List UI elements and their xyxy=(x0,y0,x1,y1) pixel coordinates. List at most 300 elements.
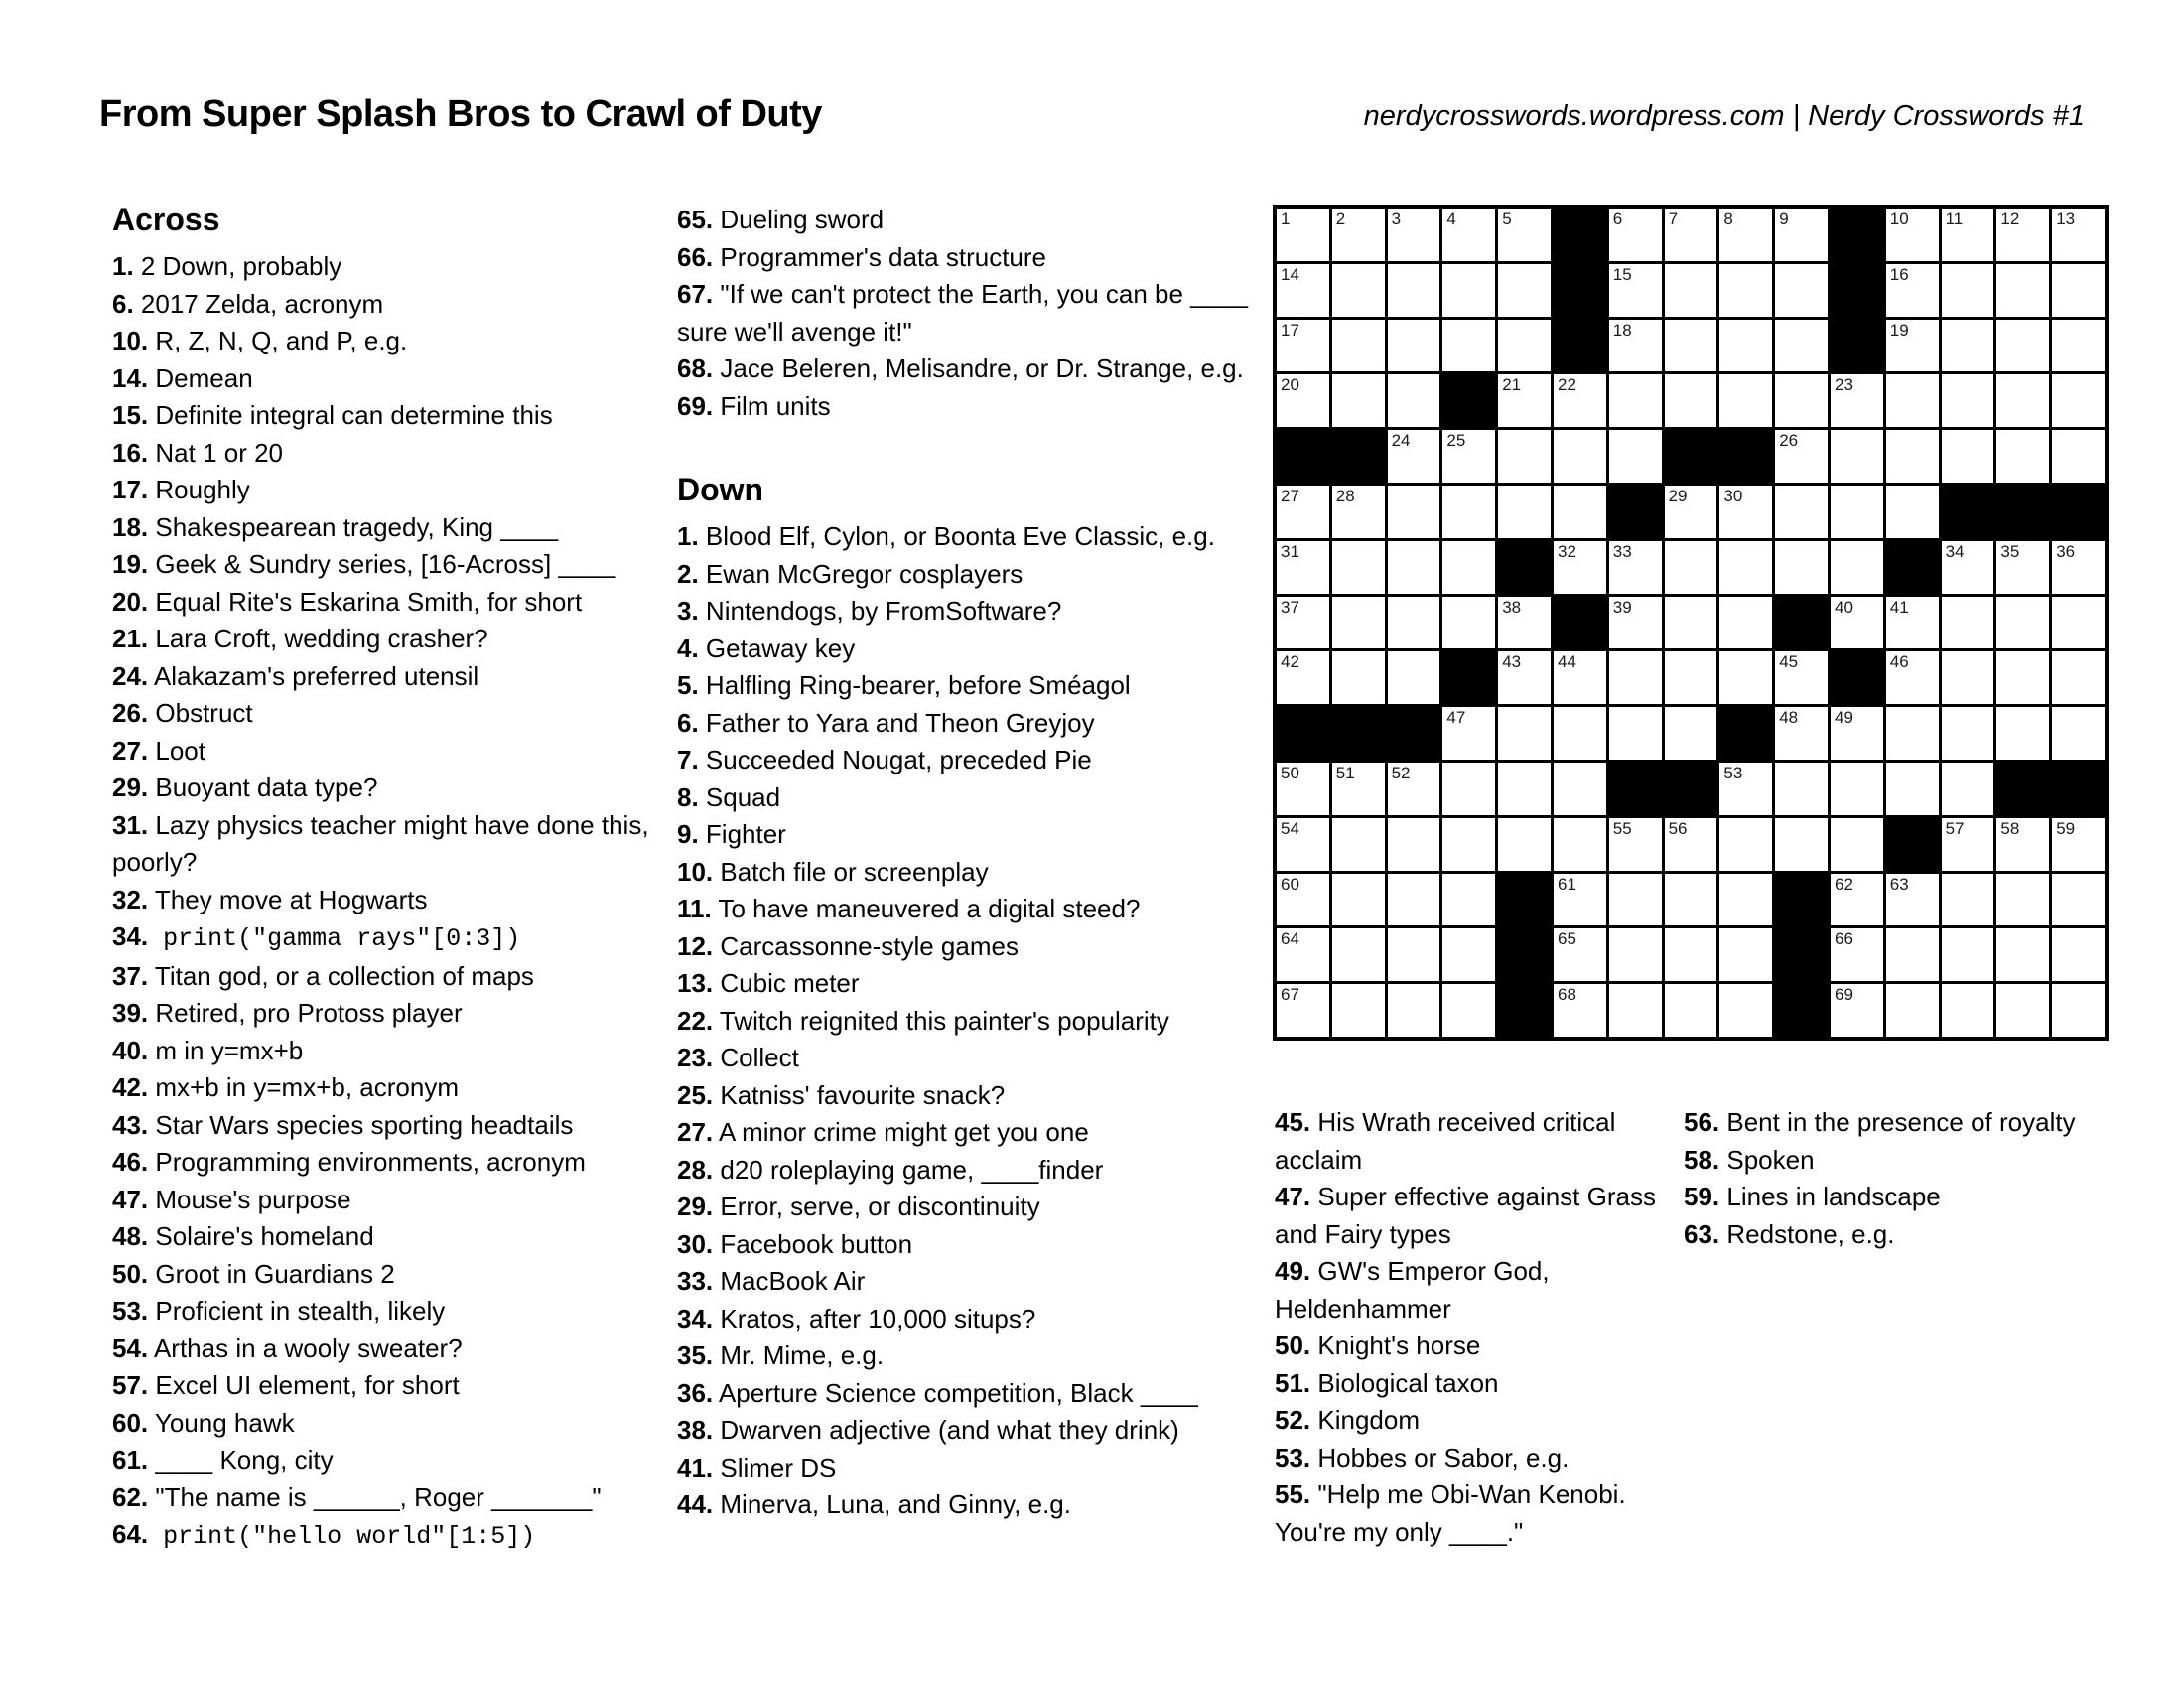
clue-text: Ewan McGregor cosplayers xyxy=(698,558,1024,589)
clue-number: 12. xyxy=(677,930,714,961)
grid-cell-r15c8[interactable] xyxy=(1665,984,1717,1037)
grid-cell-r1c8[interactable] xyxy=(1665,209,1717,261)
grid-cell-r14c13[interactable] xyxy=(1942,928,1994,981)
clue-text: Dwarven adjective (and what they drink) xyxy=(713,1415,1179,1445)
grid-cell-r15c7[interactable] xyxy=(1609,984,1662,1037)
clue-number: 60. xyxy=(112,1407,149,1438)
grid-cell-r14c11[interactable] xyxy=(1831,928,1883,981)
grid-cell-r3c14[interactable] xyxy=(1996,320,2049,372)
grid-cell-r13c13[interactable] xyxy=(1942,874,1994,926)
grid-cell-r6c1[interactable] xyxy=(1277,486,1329,538)
clue-across-61 xyxy=(112,1442,683,1479)
clue-down-23 xyxy=(677,1040,1258,1077)
grid-cell-r11c6[interactable] xyxy=(1554,763,1606,815)
grid-cell-r3c9[interactable] xyxy=(1719,320,1772,372)
grid-cell-r11c5[interactable] xyxy=(1498,763,1551,815)
grid-cell-r9c15[interactable] xyxy=(2052,651,2105,704)
grid-cell-r10c8[interactable] xyxy=(1665,707,1717,760)
grid-cell-r6c5[interactable] xyxy=(1498,486,1551,538)
clue-text: Batch file or screenplay xyxy=(713,856,989,887)
grid-cell-r7c9[interactable] xyxy=(1719,541,1772,594)
grid-cell-r15c3[interactable] xyxy=(1388,984,1440,1037)
grid-cell-r14c12[interactable] xyxy=(1886,928,1939,981)
clue-text: Lara Croft, wedding crasher? xyxy=(148,624,488,653)
grid-cell-r7c2[interactable] xyxy=(1332,541,1385,594)
clue-across-26 xyxy=(112,695,683,733)
grid-cell-r3c13[interactable] xyxy=(1942,320,1994,372)
clue-number: 64. xyxy=(112,1519,149,1549)
clue-text: Slimer DS xyxy=(713,1452,837,1482)
grid-cell-r4c10[interactable] xyxy=(1775,374,1828,427)
grid-cell-r8c7[interactable] xyxy=(1609,597,1662,649)
clue-number: 44. xyxy=(677,1489,714,1519)
grid-cell-r7c14[interactable] xyxy=(1996,541,2049,594)
cell-number: 30 xyxy=(1723,486,1743,505)
grid-cell-r1c15[interactable] xyxy=(2052,209,2105,261)
grid-cell-r10c13[interactable] xyxy=(1942,707,1994,760)
black-cell xyxy=(2052,486,2105,538)
grid-cell-r5c13[interactable] xyxy=(1942,430,1994,483)
grid-cell-r12c6[interactable] xyxy=(1554,818,1606,871)
grid-cell-r9c6[interactable] xyxy=(1554,651,1606,704)
clue-text: Katniss' favourite snack? xyxy=(713,1079,1006,1110)
grid-cell-r9c3[interactable] xyxy=(1388,651,1440,704)
clue-across-47 xyxy=(112,1182,683,1219)
grid-cell-r10c6[interactable] xyxy=(1554,707,1606,760)
grid-cell-r2c12[interactable] xyxy=(1886,264,1939,317)
grid-cell-r5c12[interactable] xyxy=(1886,430,1939,483)
grid-cell-r15c12[interactable] xyxy=(1886,984,1939,1037)
grid-cell-r13c15[interactable] xyxy=(2052,874,2105,926)
cell-number: 56 xyxy=(1668,818,1688,838)
clue-down-27 xyxy=(677,1114,1258,1152)
grid-cell-r5c3[interactable] xyxy=(1388,430,1440,483)
grid-cell-r6c10[interactable] xyxy=(1775,486,1828,538)
black-cell xyxy=(1996,486,2049,538)
black-cell xyxy=(1554,320,1606,372)
grid-cell-r10c4[interactable] xyxy=(1442,707,1495,760)
grid-cell-r7c4[interactable] xyxy=(1442,541,1495,594)
grid-cell-r8c9[interactable] xyxy=(1719,597,1772,649)
grid-cell-r10c10[interactable] xyxy=(1775,707,1828,760)
grid-cell-r1c7[interactable] xyxy=(1609,209,1662,261)
clue-text: Father to Yara and Theon Greyjoy xyxy=(698,707,1095,738)
clue-number: 48. xyxy=(112,1221,149,1251)
grid-cell-r11c1[interactable] xyxy=(1277,763,1329,815)
grid-cell-r15c15[interactable] xyxy=(2052,984,2105,1037)
grid-cell-r11c9[interactable] xyxy=(1719,763,1772,815)
grid-cell-r12c2[interactable] xyxy=(1332,818,1385,871)
clue-text: Lazy physics teacher might have done this, poorly? xyxy=(112,809,649,877)
clue-text: Programming environments, acronym xyxy=(148,1147,586,1177)
grid-cell-r4c11[interactable] xyxy=(1831,374,1883,427)
grid-cell-r13c1[interactable] xyxy=(1277,874,1329,926)
grid-cell-r12c14[interactable] xyxy=(1996,818,2049,871)
clue-text: Nintendogs, by FromSoftware? xyxy=(698,596,1062,626)
grid-cell-r5c7[interactable] xyxy=(1609,430,1662,483)
grid-cell-r7c13[interactable] xyxy=(1942,541,1994,594)
grid-cell-r2c14[interactable] xyxy=(1996,264,2049,317)
clue-number: 22. xyxy=(677,1005,714,1036)
grid-cell-r14c2[interactable] xyxy=(1332,928,1385,981)
clues-column-1 xyxy=(112,202,683,1556)
grid-cell-r4c6[interactable] xyxy=(1554,374,1606,427)
grid-cell-r13c4[interactable] xyxy=(1442,874,1495,926)
clue-number: 10. xyxy=(677,856,714,887)
clue-down-8 xyxy=(677,779,1258,817)
cell-number: 58 xyxy=(2000,818,2020,838)
cell-number: 45 xyxy=(1779,652,1799,672)
grid-cell-r9c1[interactable] xyxy=(1277,651,1329,704)
grid-cell-r2c3[interactable] xyxy=(1388,264,1440,317)
grid-cell-r2c4[interactable] xyxy=(1442,264,1495,317)
grid-cell-r8c4[interactable] xyxy=(1442,597,1495,649)
grid-cell-r11c3[interactable] xyxy=(1388,763,1440,815)
clue-number: 29. xyxy=(112,773,149,802)
grid-cell-r4c3[interactable] xyxy=(1388,374,1440,427)
clue-number: 25. xyxy=(677,1079,714,1110)
grid-cell-r4c14[interactable] xyxy=(1996,374,2049,427)
grid-cell-r13c11[interactable] xyxy=(1831,874,1883,926)
grid-cell-r4c15[interactable] xyxy=(2052,374,2105,427)
clue-down-52 xyxy=(1275,1402,1662,1440)
grid-cell-r15c11[interactable] xyxy=(1831,984,1883,1037)
clue-across-6 xyxy=(112,286,683,324)
grid-cell-r14c15[interactable] xyxy=(2052,928,2105,981)
grid-cell-r15c6[interactable] xyxy=(1554,984,1606,1037)
grid-cell-r14c6[interactable] xyxy=(1554,928,1606,981)
grid-cell-r1c12[interactable] xyxy=(1886,209,1939,261)
grid-cell-r13c7[interactable] xyxy=(1609,874,1662,926)
grid-cell-r8c11[interactable] xyxy=(1831,597,1883,649)
grid-cell-r1c10[interactable] xyxy=(1775,209,1828,261)
grid-cell-r14c14[interactable] xyxy=(1996,928,2049,981)
clue-number: 24. xyxy=(112,660,149,691)
grid-cell-r4c5[interactable] xyxy=(1498,374,1551,427)
cell-number: 14 xyxy=(1281,264,1299,284)
black-cell xyxy=(1554,597,1606,649)
grid-cell-r12c11[interactable] xyxy=(1831,818,1883,871)
grid-cell-r3c1[interactable] xyxy=(1277,320,1329,372)
grid-cell-r1c9[interactable] xyxy=(1719,209,1772,261)
clue-number: 50. xyxy=(1275,1331,1311,1360)
cell-number: 52 xyxy=(1391,763,1411,782)
clue-across-29 xyxy=(112,770,683,807)
grid-cell-r12c4[interactable] xyxy=(1442,818,1495,871)
grid-cell-r4c13[interactable] xyxy=(1942,374,1994,427)
grid-cell-r7c3[interactable] xyxy=(1388,541,1440,594)
grid-cell-r5c11[interactable] xyxy=(1831,430,1883,483)
clue-number: 7. xyxy=(677,745,699,774)
grid-cell-r14c9[interactable] xyxy=(1719,928,1772,981)
clue-text: Mr. Mime, e.g. xyxy=(713,1340,885,1370)
grid-cell-r8c3[interactable] xyxy=(1388,597,1440,649)
grid-cell-r7c6[interactable] xyxy=(1554,541,1606,594)
grid-cell-r9c5[interactable] xyxy=(1498,651,1551,704)
clue-number: 27. xyxy=(112,735,149,766)
grid-cell-r15c4[interactable] xyxy=(1442,984,1495,1037)
grid-cell-r9c13[interactable] xyxy=(1942,651,1994,704)
grid-cell-r7c8[interactable] xyxy=(1665,541,1717,594)
clue-across-67 xyxy=(677,276,1258,351)
clue-text: Lines in landscape xyxy=(1719,1182,1941,1211)
clue-number: 68. xyxy=(677,353,714,383)
grid-cell-r2c7[interactable] xyxy=(1609,264,1662,317)
clue-across-24 xyxy=(112,658,683,696)
grid-cell-r1c14[interactable] xyxy=(1996,209,2049,261)
grid-cell-r6c4[interactable] xyxy=(1442,486,1495,538)
grid-cell-r3c3[interactable] xyxy=(1388,320,1440,372)
grid-cell-r2c8[interactable] xyxy=(1665,264,1717,317)
black-cell xyxy=(1775,597,1828,649)
grid-cell-r10c11[interactable] xyxy=(1831,707,1883,760)
down-clues-part3 xyxy=(1684,1104,2130,1253)
grid-cell-r10c5[interactable] xyxy=(1498,707,1551,760)
cell-number: 48 xyxy=(1779,708,1799,728)
clue-number: 42. xyxy=(112,1072,149,1102)
grid-cell-r10c12[interactable] xyxy=(1886,707,1939,760)
grid-cell-r11c4[interactable] xyxy=(1442,763,1495,815)
grid-cell-r5c5[interactable] xyxy=(1498,430,1551,483)
across-clues-part1 xyxy=(112,248,683,1556)
grid-cell-r13c3[interactable] xyxy=(1388,874,1440,926)
grid-cell-r8c8[interactable] xyxy=(1665,597,1717,649)
grid-cell-r7c10[interactable] xyxy=(1775,541,1828,594)
clue-down-29 xyxy=(677,1189,1258,1226)
clue-across-1 xyxy=(112,248,683,286)
grid-cell-r1c2[interactable] xyxy=(1332,209,1385,261)
grid-cell-r2c15[interactable] xyxy=(2052,264,2105,317)
clue-text: MacBook Air xyxy=(713,1266,866,1296)
grid-cell-r2c1[interactable] xyxy=(1277,264,1329,317)
grid-cell-r12c13[interactable] xyxy=(1942,818,1994,871)
cell-number: 15 xyxy=(1612,264,1632,284)
clue-number: 23. xyxy=(677,1043,714,1072)
grid-cell-r8c15[interactable] xyxy=(2052,597,2105,649)
grid-cell-r1c5[interactable] xyxy=(1498,209,1551,261)
clue-text: Cubic meter xyxy=(713,968,860,998)
grid-cell-r11c2[interactable] xyxy=(1332,763,1385,815)
clue-text: Groot in Guardians 2 xyxy=(148,1258,395,1289)
grid-cell-r8c13[interactable] xyxy=(1942,597,1994,649)
down-clues-part2 xyxy=(1275,1104,1662,1551)
grid-cell-r8c12[interactable] xyxy=(1886,597,1939,649)
black-cell xyxy=(1775,984,1828,1037)
black-cell xyxy=(1942,486,1994,538)
clue-number: 47. xyxy=(112,1184,149,1214)
clue-down-33 xyxy=(677,1263,1258,1301)
grid-cell-r10c7[interactable] xyxy=(1609,707,1662,760)
clue-text: Twitch reignited this painter's popularity xyxy=(713,1005,1169,1036)
grid-cell-r12c1[interactable] xyxy=(1277,818,1329,871)
grid-cell-r12c5[interactable] xyxy=(1498,818,1551,871)
grid-cell-r1c4[interactable] xyxy=(1442,209,1495,261)
grid-cell-r5c6[interactable] xyxy=(1554,430,1606,483)
cell-number: 59 xyxy=(2056,818,2076,838)
grid-cell-r12c8[interactable] xyxy=(1665,818,1717,871)
grid-cell-r5c10[interactable] xyxy=(1775,430,1828,483)
clue-number: 55. xyxy=(1275,1479,1311,1509)
clue-down-35 xyxy=(677,1337,1258,1375)
grid-cell-r15c2[interactable] xyxy=(1332,984,1385,1037)
grid-cell-r8c1[interactable] xyxy=(1277,597,1329,649)
clue-number: 16. xyxy=(112,437,149,468)
grid-cell-r9c12[interactable] xyxy=(1886,651,1939,704)
grid-cell-r9c8[interactable] xyxy=(1665,651,1717,704)
clue-text: Kratos, after 10,000 situps? xyxy=(713,1303,1036,1334)
clue-across-10 xyxy=(112,323,683,360)
clue-number: 46. xyxy=(112,1147,149,1177)
grid-cell-r6c12[interactable] xyxy=(1886,486,1939,538)
grid-cell-r3c10[interactable] xyxy=(1775,320,1828,372)
grid-cell-r13c14[interactable] xyxy=(1996,874,2049,926)
grid-cell-r8c2[interactable] xyxy=(1332,597,1385,649)
grid-cell-r6c3[interactable] xyxy=(1388,486,1440,538)
grid-cell-r1c1[interactable] xyxy=(1277,209,1329,261)
grid-cell-r3c4[interactable] xyxy=(1442,320,1495,372)
cell-number: 22 xyxy=(1557,375,1576,395)
grid-cell-r6c6[interactable] xyxy=(1554,486,1606,538)
clue-number: 28. xyxy=(677,1154,714,1185)
clue-number: 54. xyxy=(112,1333,149,1363)
grid-cell-r2c9[interactable] xyxy=(1719,264,1772,317)
grid-cell-r8c14[interactable] xyxy=(1996,597,2049,649)
grid-cell-r4c7[interactable] xyxy=(1609,374,1662,427)
grid-cell-r12c9[interactable] xyxy=(1719,818,1772,871)
cell-number: 57 xyxy=(1945,818,1965,838)
grid-cell-r10c14[interactable] xyxy=(1996,707,2049,760)
grid-cell-r15c14[interactable] xyxy=(1996,984,2049,1037)
grid-cell-r2c13[interactable] xyxy=(1942,264,1994,317)
cell-number: 23 xyxy=(1834,375,1853,395)
grid-cell-r3c12[interactable] xyxy=(1886,320,1939,372)
grid-cell-r3c2[interactable] xyxy=(1332,320,1385,372)
grid-cell-r4c8[interactable] xyxy=(1665,374,1717,427)
crossword-grid xyxy=(1273,205,2109,1041)
clue-text: Knight's horse xyxy=(1310,1331,1481,1360)
clue-down-28 xyxy=(677,1152,1258,1190)
grid-cell-r9c9[interactable] xyxy=(1719,651,1772,704)
grid-cell-r6c2[interactable] xyxy=(1332,486,1385,538)
grid-cell-r7c1[interactable] xyxy=(1277,541,1329,594)
grid-cell-r10c15[interactable] xyxy=(2052,707,2105,760)
grid-cell-r14c3[interactable] xyxy=(1388,928,1440,981)
cell-number: 49 xyxy=(1834,708,1853,728)
grid-cell-r13c12[interactable] xyxy=(1886,874,1939,926)
grid-cell-r9c7[interactable] xyxy=(1609,651,1662,704)
grid-cell-r14c7[interactable] xyxy=(1609,928,1662,981)
grid-cell-r9c10[interactable] xyxy=(1775,651,1828,704)
grid-cell-r5c4[interactable] xyxy=(1442,430,1495,483)
grid-cell-r4c2[interactable] xyxy=(1332,374,1385,427)
grid-cell-r3c7[interactable] xyxy=(1609,320,1662,372)
cell-number: 64 xyxy=(1281,929,1299,949)
grid-cell-r5c14[interactable] xyxy=(1996,430,2049,483)
clue-number: 56. xyxy=(1684,1107,1720,1137)
cell-number: 66 xyxy=(1834,929,1853,949)
grid-cell-r12c3[interactable] xyxy=(1388,818,1440,871)
clue-number: 69. xyxy=(677,390,714,421)
grid-cell-r2c2[interactable] xyxy=(1332,264,1385,317)
grid-cell-r13c9[interactable] xyxy=(1719,874,1772,926)
grid-cell-r11c11[interactable] xyxy=(1831,763,1883,815)
clue-number: 43. xyxy=(112,1109,149,1140)
grid-cell-r7c15[interactable] xyxy=(2052,541,2105,594)
grid-cell-r2c10[interactable] xyxy=(1775,264,1828,317)
grid-cell-r5c15[interactable] xyxy=(2052,430,2105,483)
grid-cell-r15c13[interactable] xyxy=(1942,984,1994,1037)
clue-number: 49. xyxy=(1275,1256,1311,1286)
grid-cell-r9c2[interactable] xyxy=(1332,651,1385,704)
grid-cell-r13c6[interactable] xyxy=(1554,874,1606,926)
grid-cell-r14c8[interactable] xyxy=(1665,928,1717,981)
grid-cell-r11c10[interactable] xyxy=(1775,763,1828,815)
grid-cell-r11c12[interactable] xyxy=(1886,763,1939,815)
clue-number: 1. xyxy=(677,521,699,551)
grid-cell-r4c12[interactable] xyxy=(1886,374,1939,427)
clue-number: 51. xyxy=(1275,1367,1311,1398)
grid-cell-r15c9[interactable] xyxy=(1719,984,1772,1037)
grid-cell-r12c7[interactable] xyxy=(1609,818,1662,871)
grid-cell-r7c11[interactable] xyxy=(1831,541,1883,594)
grid-cell-r3c5[interactable] xyxy=(1498,320,1551,372)
clue-across-42 xyxy=(112,1069,683,1107)
clue-across-65 xyxy=(677,202,1258,239)
grid-cell-r8c5[interactable] xyxy=(1498,597,1551,649)
grid-cell-r3c15[interactable] xyxy=(2052,320,2105,372)
down-clues-part1 xyxy=(677,518,1258,1524)
clue-down-1 xyxy=(677,518,1258,556)
clue-number: 53. xyxy=(112,1296,149,1326)
grid-cell-r4c1[interactable] xyxy=(1277,374,1329,427)
clue-text: Aperture Science competition, Black ____ xyxy=(713,1377,1198,1408)
clue-down-41 xyxy=(677,1450,1258,1487)
clue-across-60 xyxy=(112,1405,683,1443)
grid-cell-r1c3[interactable] xyxy=(1388,209,1440,261)
grid-cell-r12c15[interactable] xyxy=(2052,818,2105,871)
clue-across-40 xyxy=(112,1033,683,1070)
grid-cell-r2c5[interactable] xyxy=(1498,264,1551,317)
grid-cell-r12c10[interactable] xyxy=(1775,818,1828,871)
grid-cell-r6c8[interactable] xyxy=(1665,486,1717,538)
clue-number: 18. xyxy=(112,511,149,542)
cell-number: 61 xyxy=(1557,874,1576,894)
grid-cell-r1c13[interactable] xyxy=(1942,209,1994,261)
grid-cell-r14c4[interactable] xyxy=(1442,928,1495,981)
grid-cell-r13c2[interactable] xyxy=(1332,874,1385,926)
grid-cell-r13c8[interactable] xyxy=(1665,874,1717,926)
cell-number: 27 xyxy=(1281,486,1299,505)
clue-across-66 xyxy=(677,239,1258,277)
grid-cell-r14c1[interactable] xyxy=(1277,928,1329,981)
cell-number: 9 xyxy=(1779,210,1789,228)
black-cell xyxy=(1609,763,1662,815)
grid-cell-r6c11[interactable] xyxy=(1831,486,1883,538)
cell-number: 35 xyxy=(2000,541,2020,561)
grid-cell-r7c7[interactable] xyxy=(1609,541,1662,594)
grid-cell-r11c13[interactable] xyxy=(1942,763,1994,815)
clue-down-50 xyxy=(1275,1328,1662,1365)
black-cell xyxy=(1719,430,1772,483)
clue-across-14 xyxy=(112,360,683,398)
grid-cell-r9c14[interactable] xyxy=(1996,651,2049,704)
clue-down-51 xyxy=(1275,1365,1662,1403)
grid-cell-r6c9[interactable] xyxy=(1719,486,1772,538)
clue-number: 2. xyxy=(677,558,699,589)
grid-cell-r4c9[interactable] xyxy=(1719,374,1772,427)
grid-cell-r15c1[interactable] xyxy=(1277,984,1329,1037)
grid-cell-r3c8[interactable] xyxy=(1665,320,1717,372)
